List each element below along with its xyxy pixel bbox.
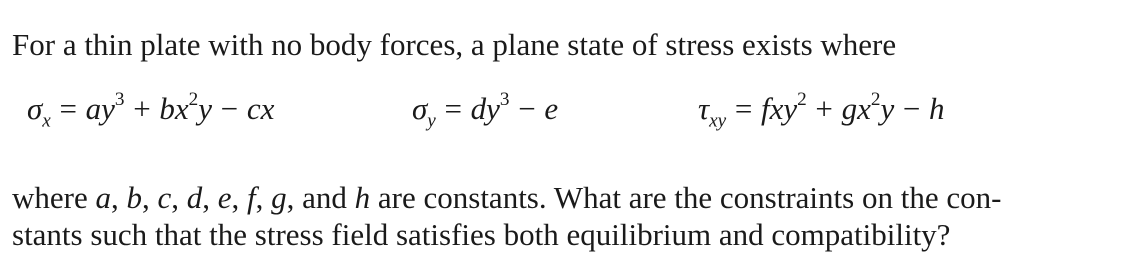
term-fxy: fxy xyxy=(760,91,798,126)
text-segment: , xyxy=(202,180,218,215)
equation-sigma-x xyxy=(27,89,275,132)
term-ay: ay xyxy=(85,91,115,126)
text-segment: , xyxy=(231,180,248,215)
constant-h: h xyxy=(354,180,371,215)
constant-d: d xyxy=(186,180,203,215)
term-h: h xyxy=(929,91,945,126)
exponent: 3 xyxy=(114,89,125,111)
text-segment: , and xyxy=(286,180,355,215)
constant-f: f xyxy=(247,180,256,215)
constant-a: a xyxy=(95,180,111,215)
term-y: y xyxy=(880,91,895,126)
exponent: 2 xyxy=(188,89,199,111)
text-segment: , xyxy=(171,180,187,215)
term-y: y xyxy=(198,91,212,126)
sigma-symbol: σ xyxy=(412,91,428,126)
equals-sign: = xyxy=(734,91,753,126)
constant-e: e xyxy=(217,180,232,215)
term-cx: cx xyxy=(246,91,275,126)
term-gx: gx xyxy=(841,91,871,126)
equals-sign: = xyxy=(59,91,77,126)
equation-tau-xy xyxy=(698,89,945,132)
text-segment: where xyxy=(12,180,96,215)
minus-sign: − xyxy=(902,91,921,126)
constant-g: g xyxy=(271,180,287,215)
term-e: e xyxy=(544,91,559,126)
term-dy: dy xyxy=(470,91,500,126)
question-line-2: stants such that the stress field satisfies both equilibrium and compatibility? xyxy=(12,217,951,252)
constant-b: b xyxy=(126,180,142,215)
exponent: 3 xyxy=(499,89,510,111)
equals-sign: = xyxy=(444,91,462,126)
subscript-y: y xyxy=(427,110,436,132)
sigma-symbol: σ xyxy=(27,91,43,126)
text-segment: , xyxy=(110,180,127,215)
plus-sign: + xyxy=(133,91,151,126)
subscript-x: x xyxy=(42,110,51,132)
tau-symbol: τ xyxy=(698,91,710,126)
text-segment: are constants. What are the constraints on the con- xyxy=(370,180,1002,215)
plus-sign: + xyxy=(815,91,833,126)
minus-sign: − xyxy=(518,91,536,126)
subscript-xy: xy xyxy=(709,110,727,132)
term-bx: bx xyxy=(159,91,189,126)
exponent: 2 xyxy=(797,89,807,111)
text-segment: , xyxy=(141,180,158,215)
intro-text: For a thin plate with no body forces, a plane state of stress exists where xyxy=(12,27,897,62)
text-segment: , xyxy=(255,180,272,215)
equation-sigma-y xyxy=(412,89,559,132)
question-line-1 xyxy=(12,180,1001,216)
constant-c: c xyxy=(157,180,172,215)
minus-sign: − xyxy=(220,91,239,126)
exponent: 2 xyxy=(870,89,881,111)
